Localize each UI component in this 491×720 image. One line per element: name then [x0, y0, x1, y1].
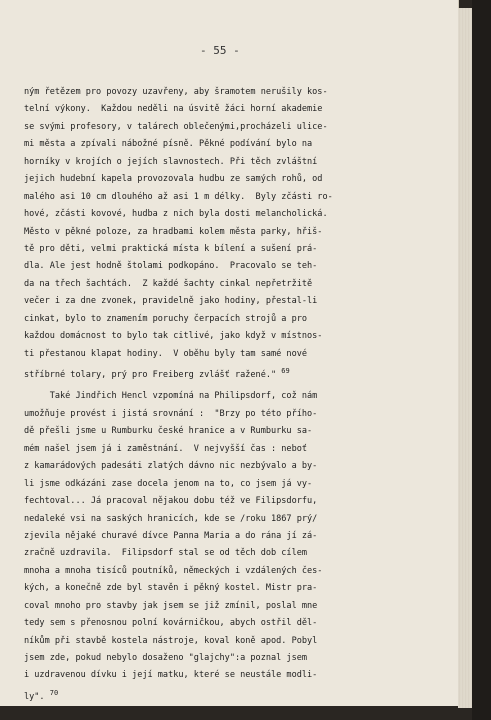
- line-text: zjevila nějaké churavé dívce Panna Maria a do rána jí zá-: [24, 530, 318, 541]
- line-text: cinkat, bylo to znamením poruchy čerpacích strojů a pro: [24, 313, 308, 324]
- line-text: ly".: [24, 691, 45, 702]
- footnote-marker: 70: [49, 688, 59, 697]
- body-text: [24, 84, 444, 702]
- text-line: [24, 441, 444, 458]
- line-text: i uzdravenou dívku i její matku, které se neustále modli-: [24, 670, 318, 681]
- line-text: nedaleké vsi na saských hranicích, kde se /roku 1867 prý/: [24, 513, 318, 524]
- paragraph-gap: [24, 380, 444, 388]
- text-line: [24, 685, 444, 702]
- text-line: [24, 476, 444, 493]
- text-line: [24, 328, 444, 345]
- line-text: mnoha a mnoha tisíců poutníků, německých i vzdálených čes-: [24, 565, 323, 576]
- line-text: malého asi 10 cm dlouhého až asi 1 m délky. Byly zčásti ro-: [24, 191, 333, 202]
- line-text: z kamarádových padesáti zlatých dávno nic nezbývalo a by-: [24, 461, 318, 472]
- text-line: [24, 346, 444, 363]
- line-text: níkům při stavbě kostela nástroje, koval koně apod. Pobyl: [24, 635, 318, 646]
- text-line: [24, 363, 444, 380]
- line-text: Také Jindřich Hencl vzpomíná na Philipsdorf, což nám: [24, 391, 318, 402]
- text-line: [24, 293, 444, 310]
- page-number: - 55 -: [200, 44, 240, 57]
- line-text: Město v pěkné poloze, za hradbami kolem města parky, hřiš-: [24, 226, 323, 237]
- text-line: [24, 580, 444, 597]
- text-line: [24, 633, 444, 650]
- book-spine: [472, 0, 491, 720]
- text-line: [24, 241, 444, 258]
- line-text: fechtoval... Já pracoval nějakou dobu též ve Filipsdorfu,: [24, 496, 318, 507]
- text-line: [24, 258, 444, 275]
- paragraph-1: [24, 84, 444, 380]
- line-text: kých, a konečně zde byl stavěn i pěkný kostel. Mistr pra-: [24, 583, 318, 594]
- text-line: [24, 598, 444, 615]
- text-line: [24, 119, 444, 136]
- line-text: tě pro děti, velmi praktická místa k bílení a sušení prá-: [24, 243, 318, 254]
- text-line: [24, 388, 444, 405]
- text-line: [24, 136, 444, 153]
- line-text: horníky v krojích o jejích slavnostech. Při těch zvláštní: [24, 156, 318, 167]
- text-line: [24, 458, 444, 475]
- text-line: [24, 528, 444, 545]
- text-line: [24, 206, 444, 223]
- line-text: každou domácnost to bylo tak citlivé, jako když v místnos-: [24, 331, 323, 342]
- line-text: li jsme odkázáni zase docela jenom na to, co jsem já vy-: [24, 478, 313, 489]
- line-text: jejich hudební kapela provozovala hudbu ze samých rohů, od: [24, 174, 323, 185]
- footnote-marker: 69: [281, 367, 290, 375]
- text-line: [24, 615, 444, 632]
- text-line: [24, 101, 444, 118]
- line-text: večer i za dne zvonek, pravidelně jako hodiny, přestal-li: [24, 296, 318, 307]
- line-text: umožňuje provést i jistá srovnání : "Brzy po této přího-: [24, 408, 318, 419]
- line-text: stříbrné tolary, prý pro Freiberg zvlášť ražené.": [24, 369, 277, 380]
- line-text: dě přešli jsme u Rumburku české hranice a v Rumburku sa-: [24, 426, 313, 437]
- text-line: [24, 84, 444, 101]
- line-text: coval mnoho pro stavby jak jsem se již zmínil, poslal mne: [24, 600, 318, 611]
- text-line: [24, 406, 444, 423]
- line-text: tedy sem s přenosnou polní kovárničkou, abych ostřil děl-: [24, 618, 318, 629]
- text-line: [24, 667, 444, 684]
- line-text: se svými profesory, v talárech oblečenými,procházeli ulice-: [24, 121, 328, 132]
- text-line: [24, 563, 444, 580]
- page-edge: [458, 8, 472, 708]
- paragraph-2: [24, 388, 444, 702]
- line-text: mi města a zpívali nábožné písně. Pěkné podívání bylo na: [24, 139, 313, 150]
- text-line: [24, 224, 444, 241]
- text-line: [24, 511, 444, 528]
- line-text: da na třech šachtách. Z každé šachty cinkal nepřetržitě: [24, 278, 313, 289]
- text-line: [24, 545, 444, 562]
- text-line: [24, 311, 444, 328]
- text-line: [24, 423, 444, 440]
- text-line: [24, 493, 444, 510]
- text-line: [24, 189, 444, 206]
- line-text: telní výkony. Každou neděli na úsvitě žáci horní akademie: [24, 104, 323, 115]
- text-line: [24, 650, 444, 667]
- line-text: jsem zde, pokud nebylo dosaženo "glajchy":a poznal jsem: [24, 653, 308, 663]
- text-line: [24, 171, 444, 188]
- text-line: [24, 154, 444, 171]
- line-text: dla. Ale jest hodně štolami podkopáno. Pracovalo se teh-: [24, 261, 318, 272]
- line-text: ným řetězem pro povozy uzavřeny, aby šramotem nerušily kos-: [24, 87, 328, 97]
- line-text: ti přestanou klapat hodiny. V oběhu byly tam samé nové: [24, 348, 308, 359]
- line-text: zračně uzdravila. Filipsdorf stal se od těch dob cílem: [24, 548, 308, 559]
- text-line: [24, 276, 444, 293]
- line-text: mém našel jsem já i zaměstnání. V nejvyšší čas : neboť: [24, 443, 308, 454]
- line-text: hové, zčásti kovové, hudba z nich byla dosti melancholická.: [24, 209, 328, 220]
